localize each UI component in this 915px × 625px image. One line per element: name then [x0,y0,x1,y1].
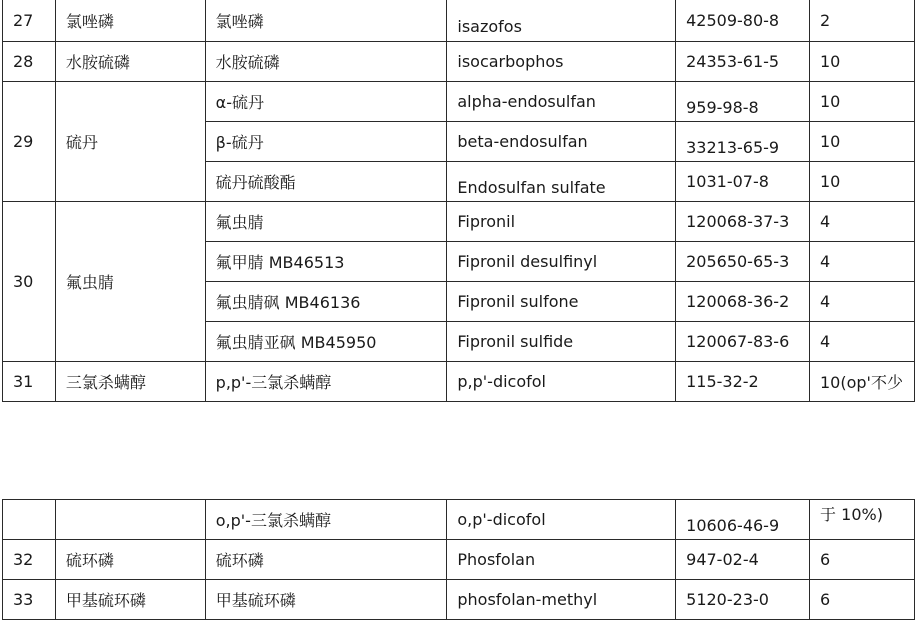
component-name: o,p'-三氯杀螨醇 [205,500,447,540]
english-name: o,p'-dicofol [447,500,676,540]
table-row [3,540,915,580]
component-name: 水胺硫磷 [205,42,447,82]
cas-number: 10606-46-9 [676,500,810,540]
pesticide-name: 硫环磷 [55,540,205,580]
cas-number: 115-32-2 [676,362,810,402]
pesticide-name [55,500,205,540]
limit-value: 4 [810,322,915,362]
cas-number: 120068-36-2 [676,282,810,322]
pesticide-name: 甲基硫环磷 [55,580,205,620]
limit-value: 6 [810,580,915,620]
pesticide-table-bottom [2,499,915,620]
cas-number: 947-02-4 [676,540,810,580]
table-row [3,82,915,122]
limit-value: 10 [810,82,915,122]
english-name: Fipronil sulfide [447,322,676,362]
component-name: 氯唑磷 [205,0,447,42]
table-row [3,202,915,242]
cas-number: 5120-23-0 [676,580,810,620]
component-name: 甲基硫环磷 [205,580,447,620]
cas-number: 42509-80-8 [676,0,810,42]
table-row [3,362,915,402]
row-number: 32 [3,540,56,580]
limit-value: 10 [810,42,915,82]
table-row [3,0,915,42]
row-number: 31 [3,362,56,402]
pesticide-name: 硫丹 [55,82,205,202]
cas-number: 120068-37-3 [676,202,810,242]
english-name: phosfolan-methyl [447,580,676,620]
component-name: p,p'-三氯杀螨醇 [205,362,447,402]
limit-value: 4 [810,242,915,282]
english-name: isocarbophos [447,42,676,82]
table-row [3,580,915,620]
limit-value: 6 [810,540,915,580]
english-name: Phosfolan [447,540,676,580]
english-name: Fipronil desulfinyl [447,242,676,282]
pesticide-table-top [2,0,915,402]
table-row [3,500,915,540]
cas-number: 120067-83-6 [676,322,810,362]
pesticide-name: 三氯杀螨醇 [55,362,205,402]
component-name: α-硫丹 [205,82,447,122]
cas-number: 24353-61-5 [676,42,810,82]
component-name: 硫环磷 [205,540,447,580]
english-name: p,p'-dicofol [447,362,676,402]
row-number: 27 [3,0,56,42]
pesticide-name: 水胺硫磷 [55,42,205,82]
row-number: 33 [3,580,56,620]
limit-value: 于 10%) [810,500,915,540]
limit-value: 4 [810,202,915,242]
component-name: 氟虫腈砜 MB46136 [205,282,447,322]
limit-value: 10(op'不少 [810,362,915,402]
cas-number: 205650-65-3 [676,242,810,282]
english-name: Fipronil [447,202,676,242]
cas-number: 33213-65-9 [676,122,810,162]
component-name: 氟甲腈 MB46513 [205,242,447,282]
row-number: 29 [3,82,56,202]
component-name: 氟虫腈 [205,202,447,242]
limit-value: 4 [810,282,915,322]
cas-number: 959-98-8 [676,82,810,122]
pesticide-name: 氯唑磷 [55,0,205,42]
component-name: β-硫丹 [205,122,447,162]
limit-value: 10 [810,122,915,162]
component-name: 硫丹硫酸酯 [205,162,447,202]
table-row [3,42,915,82]
english-name: beta-endosulfan [447,122,676,162]
english-name: isazofos [447,0,676,42]
row-number: 28 [3,42,56,82]
row-number: 30 [3,202,56,362]
limit-value: 10 [810,162,915,202]
english-name: Endosulfan sulfate [447,162,676,202]
english-name: Fipronil sulfone [447,282,676,322]
limit-value: 2 [810,0,915,42]
component-name: 氟虫腈亚砜 MB45950 [205,322,447,362]
pesticide-name: 氟虫腈 [55,202,205,362]
cas-number: 1031-07-8 [676,162,810,202]
row-number [3,500,56,540]
english-name: alpha-endosulfan [447,82,676,122]
